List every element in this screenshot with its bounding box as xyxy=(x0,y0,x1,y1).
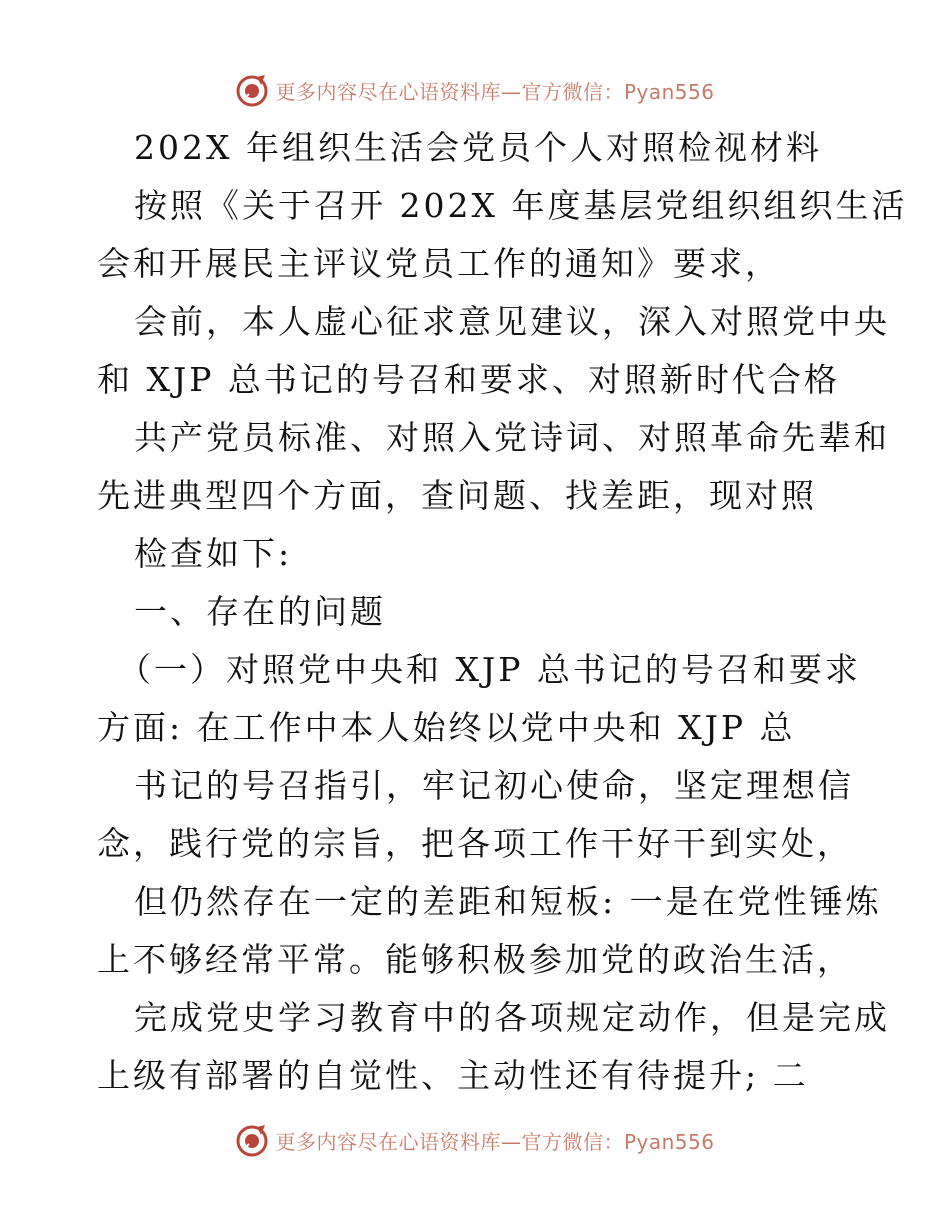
paragraph-line: 上级有部署的自觉性、主动性还有待提升; 二 xyxy=(97,1056,809,1095)
paragraph-line: 方面: 在工作中本人始终以党中央和 XJP 总 xyxy=(97,708,796,747)
watermark-text: 更多内容尽在心语资料库—官方微信：Pyan556 xyxy=(275,79,715,104)
paragraph-line: 按照《关于召开 202X 年度基层党组织组织生活 xyxy=(134,186,908,225)
quill-logo-icon xyxy=(235,1123,269,1157)
paragraph-line: 念，践行党的宗旨，把各项工作干好干到实处， xyxy=(97,824,853,863)
section-heading: 一、存在的问题 xyxy=(134,592,386,631)
paragraph-line: 上不够经常平常。能够积极参加党的政治生活， xyxy=(97,940,853,979)
watermark-text: 更多内容尽在心语资料库—官方微信：Pyan556 xyxy=(275,1129,715,1154)
quill-logo-icon xyxy=(235,73,269,107)
paragraph-line: 共产党员标准、对照入党诗词、对照革命先辈和 xyxy=(134,418,890,457)
paragraph-line: 和 XJP 总书记的号召和要求、对照新时代合格 xyxy=(97,360,840,399)
paragraph-line: 书记的号召指引，牢记初心使命，坚定理想信 xyxy=(134,766,854,805)
paragraph-line: 检查如下: xyxy=(134,534,293,573)
paragraph-line: 会和开展民主评议党员工作的通知》要求， xyxy=(97,244,781,283)
watermark-banner-top xyxy=(0,70,950,110)
paragraph-line: 但仍然存在一定的差距和短板: 一是在党性锤炼 xyxy=(134,882,882,921)
paragraph-line: 先进典型四个方面，查问题、找差距，现对照 xyxy=(97,476,817,515)
paragraph-line: 完成党史学习教育中的各项规定动作，但是完成 xyxy=(134,998,890,1037)
watermark-banner-bottom xyxy=(0,1120,950,1160)
document-title: 202X 年组织生活会党员个人对照检视材料 xyxy=(134,128,822,167)
paragraph-line: 会前，本人虚心征求意见建议，深入对照党中央 xyxy=(134,302,890,341)
subsection-heading: （一）对照党中央和 XJP 总书记的号召和要求 xyxy=(118,650,861,689)
